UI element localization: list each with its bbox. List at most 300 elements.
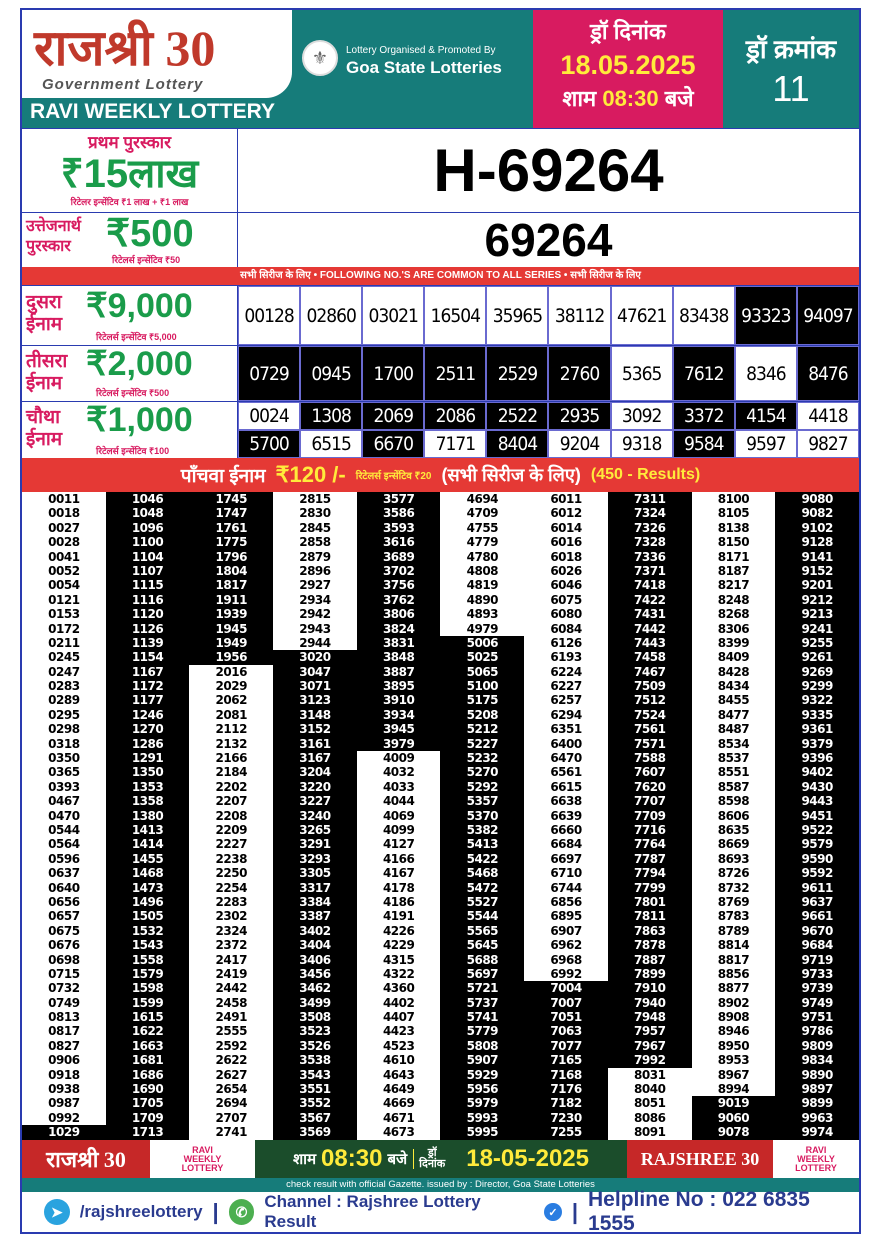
fifth-prize-number: 3762 [357,593,441,607]
fifth-prize-number: 8031 [608,1068,692,1082]
fifth-prize-number: 3402 [273,924,357,938]
whatsapp-channel-link[interactable]: Channel : Rajshree Lottery Result [264,1192,481,1231]
fifth-prize-number: 6400 [524,737,608,751]
third-prize-label [22,346,238,401]
fifth-prize-number: 2283 [189,895,273,909]
fifth-prize-number: 3499 [273,996,357,1010]
fifth-prize-number: 1796 [189,550,273,564]
fourth-prize-title-1: चौथा [26,407,61,428]
fifth-prize-number: 4315 [357,953,441,967]
fifth-prize-number: 3887 [357,665,441,679]
fifth-prize-number: 6294 [524,708,608,722]
fifth-prize-number: 5270 [440,765,524,779]
fifth-prize-number: 7442 [608,622,692,636]
fifth-prize-number: 6011 [524,492,608,506]
fifth-prize-number: 8306 [692,622,776,636]
fifth-prize-number: 1104 [106,550,190,564]
common-series-banner: सभी सिरीज के लिए • FOLLOWING NO.'S ARE COMMON TO ALL SERIES • सभी सिरीज के लिए [22,267,859,285]
fifth-prize-number: 1686 [106,1068,190,1082]
fifth-prize-number: 8268 [692,607,776,621]
fifth-prize-number: 3406 [273,953,357,967]
fifth-prize-number: 7709 [608,809,692,823]
fifth-prize-number: 1713 [106,1125,190,1139]
fifth-prize-number: 9590 [775,852,859,866]
fifth-prize-number: 6351 [524,722,608,736]
fifth-prize-number: 1115 [106,578,190,592]
fifth-prize-number: 6744 [524,881,608,895]
fifth-prize-count: (450 - Results) [590,466,701,483]
contact-bar [22,1188,859,1235]
fifth-prize-number: 0153 [22,607,106,621]
fifth-prize-number: 4407 [357,1010,441,1024]
fifth-prize-number: 6684 [524,837,608,851]
fourth-prize-number: 3092 [611,402,673,430]
second-prize-incentive: रिटेलर्स इन्सेंटिव ₹5,000 [96,332,177,342]
fifth-prize-number: 6895 [524,909,608,923]
fifth-prize-number: 0041 [22,550,106,564]
fifth-prize-number: 5292 [440,780,524,794]
fifth-prize-number: 8817 [692,953,776,967]
fifth-prize-number: 5979 [440,1096,524,1110]
fifth-prize-number: 8902 [692,996,776,1010]
fifth-prize-number: 7764 [608,837,692,851]
fifth-prize-number: 2132 [189,737,273,751]
fifth-prize-number: 0467 [22,794,106,808]
third-prize-title-2: ईनाम [26,373,63,394]
fifth-prize-number: 1911 [189,593,273,607]
fourth-prize-number: 5700 [238,430,300,458]
fifth-prize-number: 9269 [775,665,859,679]
fifth-prize-number: 6856 [524,895,608,909]
fifth-prize-number: 3204 [273,765,357,779]
fifth-prize-column [775,492,859,1140]
fifth-prize-number: 4979 [440,622,524,636]
fifth-prize-number: 9128 [775,535,859,549]
fifth-prize-number: 0698 [22,953,106,967]
first-prize-row [22,128,859,212]
fifth-prize-number: 7992 [608,1053,692,1067]
fifth-prize-number: 3689 [357,550,441,564]
fifth-prize-number: 2707 [189,1111,273,1125]
fifth-prize-number: 8769 [692,895,776,909]
second-prize-row [22,285,859,345]
fifth-prize-number: 5370 [440,809,524,823]
fifth-prize-number: 8187 [692,564,776,578]
fourth-prize-number: 4154 [735,402,797,430]
fifth-prize-number: 8967 [692,1068,776,1082]
fifth-prize-number: 8789 [692,924,776,938]
fifth-prize-number: 1817 [189,578,273,592]
fifth-prize-number: 9637 [775,895,859,909]
fifth-prize-number: 7182 [524,1096,608,1110]
fifth-prize-number: 6016 [524,535,608,549]
fifth-prize-number: 2062 [189,693,273,707]
fifth-prize-number: 9141 [775,550,859,564]
fifth-prize-column [608,492,692,1140]
fifth-prize-number: 3526 [273,1039,357,1053]
fifth-prize-number: 8091 [608,1125,692,1139]
first-prize-label [22,129,238,212]
fifth-prize-number: 8783 [692,909,776,923]
lottery-result-sheet [20,8,861,1234]
fourth-prize-title-2: ईनाम [26,429,63,450]
fifth-prize-number: 3577 [357,492,441,506]
fifth-prize-number: 1579 [106,967,190,981]
fifth-prize-number: 6561 [524,765,608,779]
fifth-prize-number: 4649 [357,1082,441,1096]
fifth-prize-number: 3552 [273,1096,357,1110]
fifth-prize-number: 4069 [357,809,441,823]
fifth-prize-number: 2207 [189,794,273,808]
fifth-prize-number: 5175 [440,693,524,707]
fifth-prize-column [22,492,106,1140]
fifth-prize-number: 2592 [189,1039,273,1053]
fifth-prize-number: 8551 [692,765,776,779]
fifth-prize-number: 3265 [273,823,357,837]
fifth-prize-number: 9402 [775,765,859,779]
fifth-prize-column [692,492,776,1140]
fifth-prize-number: 2417 [189,953,273,967]
fifth-prize-number: 8428 [692,665,776,679]
divider: | [571,1199,579,1224]
fifth-prize-number: 1745 [189,492,273,506]
first-prize-number: H-69264 [433,137,664,204]
fifth-prize-number: 0827 [22,1039,106,1053]
fifth-prize-number: 8994 [692,1082,776,1096]
fourth-prize-number: 1308 [300,402,362,430]
second-prize-number: 93323 [735,286,797,345]
fifth-prize-number: 9241 [775,622,859,636]
footer-bar [22,1140,859,1178]
organiser-name: Goa State Lotteries [346,58,502,77]
fifth-prize-number: 7431 [608,607,692,621]
fourth-prize-number: 0024 [238,402,300,430]
fifth-prize-number: 3456 [273,967,357,981]
draw-time [533,83,723,113]
fifth-prize-number: 4191 [357,909,441,923]
draw-time-suffix: बजे [664,86,694,111]
fifth-prize-table [22,492,859,1140]
fifth-prize-number: 0656 [22,895,106,909]
footer-time: 08:30 [321,1145,383,1172]
fifth-prize-incentive: रिटेलर्स इन्सेंटिव ₹20 [355,471,432,482]
fourth-prize-number: 6670 [362,430,424,458]
fifth-prize-number: 7467 [608,665,692,679]
fourth-prize-number: 6515 [300,430,362,458]
helpline-number: Helpline No : 022 6835 1555 [588,1188,810,1235]
fifth-prize-number: 2324 [189,924,273,938]
fifth-prize-number: 5688 [440,953,524,967]
fifth-prize-number: 1116 [106,593,190,607]
fifth-prize-number: 0393 [22,780,106,794]
footer-ravi-badge [150,1140,255,1178]
fifth-prize-number: 3824 [357,622,441,636]
fifth-prize-number: 8732 [692,881,776,895]
fourth-prize-number: 9204 [548,430,610,458]
fifth-prize-number: 1291 [106,751,190,765]
fifth-prize-number: 0245 [22,650,106,664]
fifth-prize-number: 0992 [22,1111,106,1125]
fifth-prize-number: 8669 [692,837,776,851]
draw-date-box [533,10,723,128]
fifth-prize-number: 7051 [524,1010,608,1024]
fifth-prize-number: 3317 [273,881,357,895]
fifth-prize-number: 9212 [775,593,859,607]
footer-ravi-2: RAVI [805,1144,827,1155]
second-prize-number: 94097 [797,286,859,345]
fifth-prize-number: 2254 [189,881,273,895]
fifth-prize-number: 2896 [273,564,357,578]
fifth-prize-number: 8814 [692,938,776,952]
fifth-prize-number: 7063 [524,1024,608,1038]
fifth-prize-number: 8598 [692,794,776,808]
fifth-prize-number: 5697 [440,967,524,981]
fifth-prize-number: 8950 [692,1039,776,1053]
fifth-prize-number: 8105 [692,506,776,520]
fifth-prize-number: 2927 [273,578,357,592]
fifth-prize-number: 9684 [775,938,859,952]
fourth-prize-label [22,402,238,458]
fifth-prize-number: 2815 [273,492,357,506]
fifth-prize-number: 7458 [608,650,692,664]
fifth-prize-number: 9611 [775,881,859,895]
fifth-prize-number: 4167 [357,866,441,880]
fifth-prize-number: 5006 [440,636,524,650]
fifth-prize-number: 7561 [608,722,692,736]
fifth-prize-number: 6615 [524,780,608,794]
fifth-prize-number: 5413 [440,837,524,851]
first-prize-title: प्रथम पुरस्कार [87,133,172,152]
fifth-prize-number: 8635 [692,823,776,837]
fifth-prize-number: 0987 [22,1096,106,1110]
fifth-prize-number: 1558 [106,953,190,967]
fifth-prize-number: 3567 [273,1111,357,1125]
fifth-prize-number: 5100 [440,679,524,693]
fifth-prize-number: 0318 [22,737,106,751]
fifth-prize-number: 8537 [692,751,776,765]
fifth-prize-number: 7077 [524,1039,608,1053]
fifth-prize-number: 9443 [775,794,859,808]
fourth-prize-number: 9584 [673,430,735,458]
fifth-prize-number: 7443 [608,636,692,650]
fifth-prize-number: 2166 [189,751,273,765]
fifth-prize-number: 8946 [692,1024,776,1038]
fifth-prize-number: 4780 [440,550,524,564]
fifth-prize-number: 9897 [775,1082,859,1096]
fifth-prize-number: 1455 [106,852,190,866]
fifth-prize-number: 6014 [524,521,608,535]
fifth-prize-number: 3020 [273,650,357,664]
fifth-prize-number: 9082 [775,506,859,520]
fifth-prize-number: 0011 [22,492,106,506]
fifth-prize-number: 1532 [106,924,190,938]
fifth-prize-number: 2491 [189,1010,273,1024]
fifth-prize-number: 3910 [357,693,441,707]
fifth-prize-number: 1939 [189,607,273,621]
fifth-prize-number: 3167 [273,751,357,765]
third-prize-number: 2529 [486,346,548,401]
fifth-prize-number: 6992 [524,967,608,981]
fifth-prize-number: 0657 [22,909,106,923]
fifth-prize-number: 0247 [22,665,106,679]
fifth-prize-number: 1353 [106,780,190,794]
fifth-prize-number: 9719 [775,953,859,967]
fifth-prize-number: 9749 [775,996,859,1010]
fourth-prize-number: 2522 [486,402,548,430]
fifth-prize-number: 0295 [22,708,106,722]
telegram-link[interactable]: /rajshreelottery [79,1202,203,1221]
fifth-prize-number: 7326 [608,521,692,535]
consolation-title-2: पुरस्कार [26,238,71,255]
fourth-prize-row [22,401,859,458]
second-prize-number: 38112 [548,286,610,345]
fifth-prize-number: 7878 [608,938,692,952]
fifth-prize-number: 9899 [775,1096,859,1110]
fifth-prize-number: 3384 [273,895,357,909]
fifth-prize-number: 8171 [692,550,776,564]
fifth-prize-number: 0211 [22,636,106,650]
fifth-prize-number: 8150 [692,535,776,549]
fifth-prize-number: 9078 [692,1125,776,1139]
third-prize-incentive: रिटेलर्स इन्सेंटिव ₹500 [96,388,170,398]
third-prize-number: 8476 [797,346,859,401]
draw-number-box [723,10,859,128]
fifth-prize-number: 5956 [440,1082,524,1096]
fifth-prize-number: 7787 [608,852,692,866]
fifth-prize-number: 1270 [106,722,190,736]
fifth-prize-number: 6193 [524,650,608,664]
fifth-prize-number: 2112 [189,722,273,736]
fifth-prize-number: 1286 [106,737,190,751]
fifth-prize-number: 3979 [357,737,441,751]
fifth-prize-number: 8877 [692,981,776,995]
fifth-prize-number: 5468 [440,866,524,880]
fifth-prize-number: 6639 [524,809,608,823]
fifth-prize-number: 9102 [775,521,859,535]
fifth-prize-number: 7176 [524,1082,608,1096]
fifth-prize-number: 9299 [775,679,859,693]
fifth-prize-number: 4423 [357,1024,441,1038]
fifth-prize-number: 2302 [189,909,273,923]
third-prize-numbers [238,346,859,401]
footer-lottery: LOTTERY [181,1162,224,1173]
fifth-prize-number: 3123 [273,693,357,707]
fifth-prize-number: 9213 [775,607,859,621]
fifth-prize-number: 4186 [357,895,441,909]
fifth-prize-number: 3551 [273,1082,357,1096]
fifth-prize-number: 1096 [106,521,190,535]
fifth-prize-number: 0732 [22,981,106,995]
verified-icon: ✓ [544,1203,562,1221]
fifth-prize-number: 3543 [273,1068,357,1082]
fifth-prize-number: 3462 [273,981,357,995]
consolation-number: 69264 [484,214,613,266]
fifth-prize-number: 1177 [106,693,190,707]
fifth-prize-number: 9974 [775,1125,859,1139]
fifth-prize-column [189,492,273,1140]
fifth-prize-number: 5065 [440,665,524,679]
fifth-prize-number: 8086 [608,1111,692,1125]
fifth-prize-number: 2442 [189,981,273,995]
fifth-prize-number: 1100 [106,535,190,549]
fifth-prize-number: 0564 [22,837,106,851]
fifth-prize-number: 9834 [775,1053,859,1067]
fifth-prize-number: 5741 [440,1010,524,1024]
fifth-prize-number: 9335 [775,708,859,722]
fifth-prize-column [357,492,441,1140]
fifth-prize-number: 1615 [106,1010,190,1024]
fifth-prize-number: 5382 [440,823,524,837]
third-prize-number: 0729 [238,346,300,401]
fifth-prize-number: 2372 [189,938,273,952]
fifth-prize-number: 1414 [106,837,190,851]
fifth-prize-number: 1139 [106,636,190,650]
fifth-prize-column [273,492,357,1140]
fifth-prize-number: 8856 [692,967,776,981]
fifth-prize-number: 0365 [22,765,106,779]
second-prize-number: 00128 [238,286,300,345]
fifth-prize-number: 1413 [106,823,190,837]
fifth-prize-number: 3616 [357,535,441,549]
fifth-prize-number: 1496 [106,895,190,909]
fifth-prize-number: 3523 [273,1024,357,1038]
third-prize-number: 5365 [611,346,673,401]
fifth-prize-number: 4709 [440,506,524,520]
fifth-prize-number: 9592 [775,866,859,880]
fifth-prize-number: 8040 [608,1082,692,1096]
fifth-prize-number: 4127 [357,837,441,851]
fifth-prize-number: 8487 [692,722,776,736]
fifth-prize-number: 1107 [106,564,190,578]
second-prize-label [22,286,238,345]
consolation-title-1: उत्तेजनार्थ [26,218,81,235]
fifth-prize-note: (सभी सिरीज के लिए) [441,465,581,485]
fifth-prize-number: 2879 [273,550,357,564]
fifth-prize-number: 4890 [440,593,524,607]
fifth-prize-number: 6080 [524,607,608,621]
fifth-prize-number: 7940 [608,996,692,1010]
footer-ravi-badge-2 [773,1140,859,1178]
fifth-prize-number: 8477 [692,708,776,722]
fifth-prize-number: 4673 [357,1125,441,1139]
fifth-prize-number: 5645 [440,938,524,952]
second-prize-title-1: दुसरा [26,292,62,313]
fifth-prize-number: 9733 [775,967,859,981]
fifth-prize-number: 3387 [273,909,357,923]
fifth-prize-number: 0018 [22,506,106,520]
fifth-prize-number: 3934 [357,708,441,722]
fifth-prize-number: 9751 [775,1010,859,1024]
fifth-prize-number: 6126 [524,636,608,650]
fifth-prize-number: 1709 [106,1111,190,1125]
fifth-prize-number: 5527 [440,895,524,909]
fifth-prize-number: 7588 [608,751,692,765]
fifth-prize-number: 2943 [273,622,357,636]
second-prize-number: 16504 [424,286,486,345]
fifth-prize-number: 4226 [357,924,441,938]
fifth-prize-number: 2944 [273,636,357,650]
fifth-prize-number: 0028 [22,535,106,549]
fifth-prize-number: 7571 [608,737,692,751]
fifth-prize-number: 9080 [775,492,859,506]
fifth-prize-number: 6224 [524,665,608,679]
fifth-prize-number: 9019 [692,1096,776,1110]
fifth-prize-number: 7004 [524,981,608,995]
consolation-label [22,213,238,267]
fifth-prize-number: 1380 [106,809,190,823]
fifth-prize-column [524,492,608,1140]
consolation-amount: ₹500 [106,213,194,255]
